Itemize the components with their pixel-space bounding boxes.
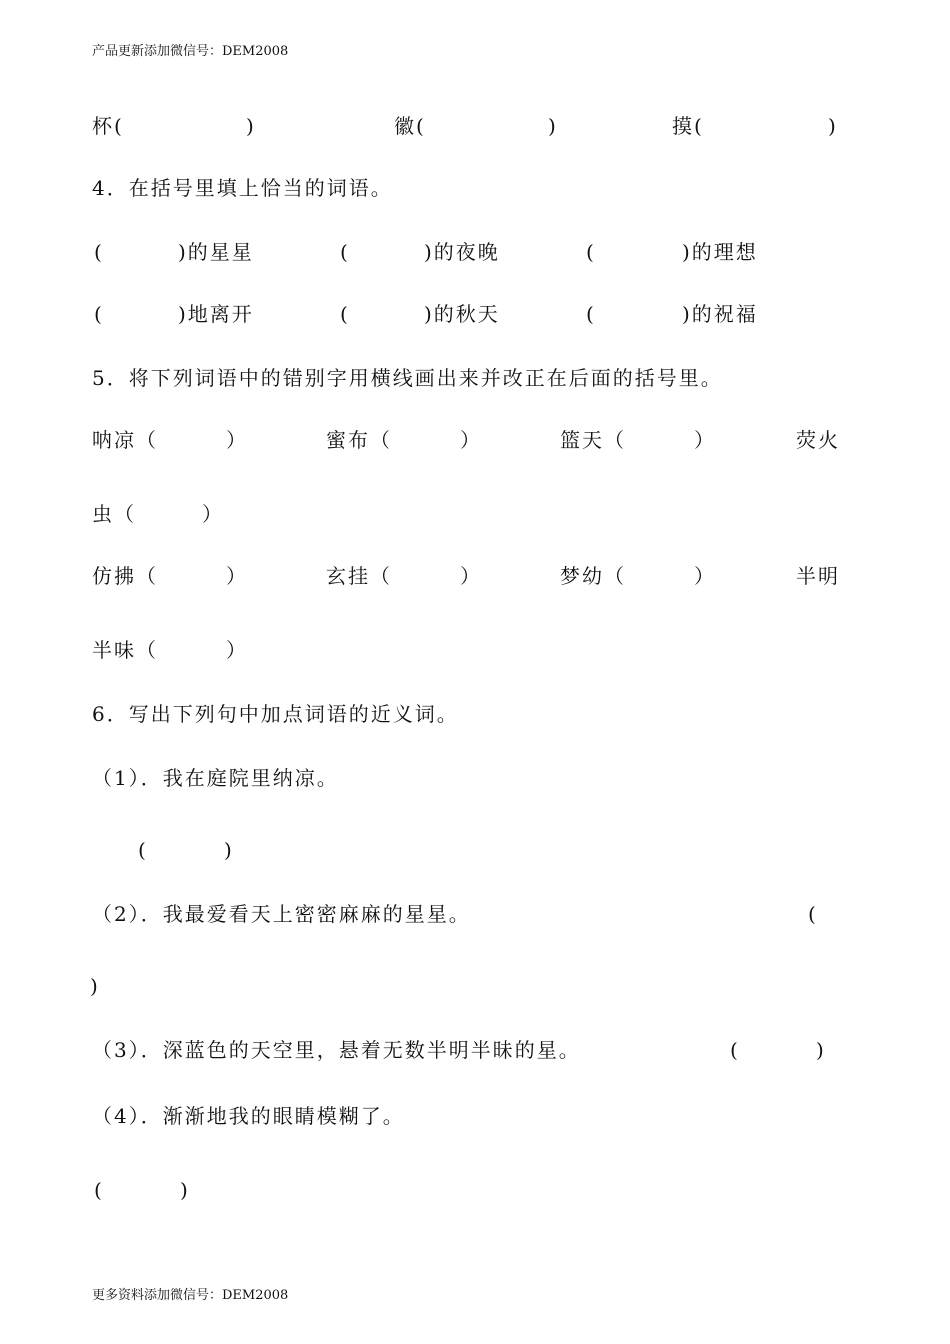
q6-title: 6．写出下列句中加点词语的近义词。 <box>92 702 459 726</box>
q5-r1-cont: 虫（ <box>92 502 136 526</box>
paren-close: ) <box>548 114 558 138</box>
q4-r1-open: ( <box>94 240 104 264</box>
q4-title: 4．在括号里填上恰当的词语。 <box>92 176 393 200</box>
q6-s4-close: ) <box>180 1178 190 1202</box>
q5-r2-cont-close: ） <box>226 638 248 662</box>
q6-s2: （2）．我最爱看天上密密麻麻的星星。 <box>92 902 471 926</box>
char-hui: 徽( <box>394 114 426 138</box>
q5-r2-close: ） <box>226 564 248 588</box>
q6-s1: （1）．我在庭院里纳凉。 <box>92 766 339 790</box>
q4-r1-a: )的星星 <box>178 240 254 264</box>
q5-r1-close: ） <box>694 428 716 452</box>
page-header: 产品更新添加微信号：DEM2008 <box>92 44 289 59</box>
paren-close: ) <box>828 114 838 138</box>
q5-r1-close: ） <box>460 428 482 452</box>
q4-r2-b: )的秋天 <box>424 302 500 326</box>
q6-s2-close: ) <box>90 974 100 998</box>
q4-r2-open: ( <box>586 302 596 326</box>
q4-r1-c: )的理想 <box>682 240 758 264</box>
q5-r2-w3: 梦幼（ <box>560 564 626 588</box>
q4-r2-a: )地离开 <box>178 302 254 326</box>
q5-r2-w2: 玄挂（ <box>326 564 392 588</box>
q5-r1-w3: 篮天（ <box>560 428 626 452</box>
q4-r2-open: ( <box>94 302 104 326</box>
q5-r2-cont: 半味（ <box>92 638 158 662</box>
q6-s1-open: ( <box>138 838 148 862</box>
q5-title: 5．将下列词语中的错别字用横线画出来并改正在后面的括号里。 <box>92 366 723 390</box>
q6-s4: （4）．渐渐地我的眼睛模糊了。 <box>92 1104 405 1128</box>
q6-s4-open: ( <box>94 1178 104 1202</box>
q6-s3: （3）．深蓝色的天空里，悬着无数半明半昧的星。 <box>92 1038 581 1062</box>
char-cup: 杯( <box>92 114 124 138</box>
q5-r2-close: ） <box>694 564 716 588</box>
q4-r1-open: ( <box>586 240 596 264</box>
q4-r1-b: )的夜晚 <box>424 240 500 264</box>
q5-r1-w1: 呐凉（ <box>92 428 158 452</box>
q5-r2-close: ） <box>460 564 482 588</box>
q4-r1-open: ( <box>340 240 350 264</box>
q5-r2-w4: 半明 <box>796 564 840 588</box>
paren-close: ) <box>246 114 256 138</box>
page-footer: 更多资料添加微信号：DEM2008 <box>92 1288 289 1303</box>
q4-r2-open: ( <box>340 302 350 326</box>
q6-s2-open: ( <box>808 902 818 926</box>
q5-r1-w4: 荧火 <box>796 428 840 452</box>
q5-r1-close: ） <box>226 428 248 452</box>
q4-r2-c: )的祝福 <box>682 302 758 326</box>
q6-s1-close: ) <box>224 838 234 862</box>
q5-r1-w2: 蜜布（ <box>326 428 392 452</box>
q6-s3-close: ) <box>816 1038 826 1062</box>
char-mo: 摸( <box>672 114 704 138</box>
q5-r1-cont-close: ） <box>202 502 224 526</box>
q6-s3-open: ( <box>730 1038 740 1062</box>
q5-r2-w1: 仿拂（ <box>92 564 158 588</box>
